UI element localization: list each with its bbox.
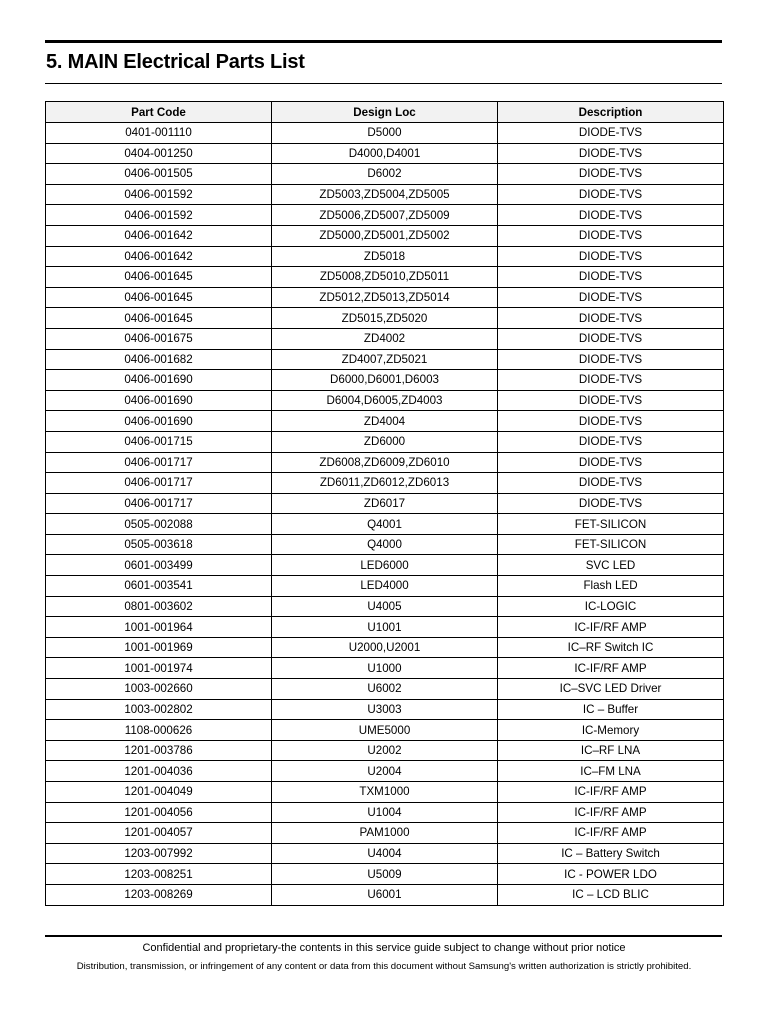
cell-design-loc: Q4000 [272, 534, 498, 555]
cell-part-code: 1203-007992 [46, 843, 272, 864]
cell-design-loc: U2004 [272, 761, 498, 782]
cell-description: FET-SILICON [498, 514, 724, 535]
cell-design-loc: LED4000 [272, 576, 498, 597]
cell-description: IC-IF/RF AMP [498, 782, 724, 803]
cell-description: IC - POWER LDO [498, 864, 724, 885]
cell-design-loc: U1004 [272, 802, 498, 823]
cell-part-code: 1003-002802 [46, 699, 272, 720]
cell-design-loc: ZD6000 [272, 431, 498, 452]
cell-design-loc: D6000,D6001,D6003 [272, 370, 498, 391]
cell-description: Flash LED [498, 576, 724, 597]
cell-description: DIODE-TVS [498, 225, 724, 246]
table-row [46, 164, 724, 185]
cell-description: IC-IF/RF AMP [498, 617, 724, 638]
cell-part-code: 1201-004036 [46, 761, 272, 782]
cell-description: DIODE-TVS [498, 349, 724, 370]
cell-design-loc: U6001 [272, 884, 498, 905]
cell-description: IC-IF/RF AMP [498, 658, 724, 679]
parts-table-body [46, 123, 724, 906]
cell-description: IC-LOGIC [498, 596, 724, 617]
cell-design-loc: ZD6008,ZD6009,ZD6010 [272, 452, 498, 473]
cell-description: IC – LCD BLIC [498, 884, 724, 905]
cell-part-code: 0406-001642 [46, 225, 272, 246]
cell-design-loc: U2000,U2001 [272, 637, 498, 658]
footer-confidential-notice: Confidential and proprietary-the contents in this service guide subject to change without prior notice [142, 942, 626, 954]
table-row [46, 184, 724, 205]
cell-design-loc: UME5000 [272, 720, 498, 741]
cell-description: DIODE-TVS [498, 370, 724, 391]
table-row [46, 740, 724, 761]
cell-part-code: 0406-001505 [46, 164, 272, 185]
cell-design-loc: ZD4004 [272, 411, 498, 432]
table-row [46, 246, 724, 267]
cell-part-code: 0406-001690 [46, 370, 272, 391]
table-row [46, 328, 724, 349]
table-row [46, 617, 724, 638]
table-row [46, 287, 724, 308]
cell-description: IC-IF/RF AMP [498, 823, 724, 844]
table-row [46, 390, 724, 411]
cell-description: IC – Buffer [498, 699, 724, 720]
table-row [46, 555, 724, 576]
cell-part-code: 1201-004057 [46, 823, 272, 844]
cell-description: FET-SILICON [498, 534, 724, 555]
cell-description: IC-Memory [498, 720, 724, 741]
cell-design-loc: U2002 [272, 740, 498, 761]
page-title: 5. MAIN Electrical Parts List [46, 51, 305, 73]
cell-part-code: 1003-002660 [46, 679, 272, 700]
cell-part-code: 0406-001717 [46, 473, 272, 494]
cell-description: IC–FM LNA [498, 761, 724, 782]
cell-description: DIODE-TVS [498, 328, 724, 349]
cell-design-loc: D5000 [272, 123, 498, 144]
cell-description: DIODE-TVS [498, 143, 724, 164]
cell-description: DIODE-TVS [498, 184, 724, 205]
table-row [46, 349, 724, 370]
cell-part-code: 0406-001675 [46, 328, 272, 349]
cell-part-code: 0406-001682 [46, 349, 272, 370]
cell-description: DIODE-TVS [498, 205, 724, 226]
cell-part-code: 1001-001969 [46, 637, 272, 658]
cell-part-code: 0401-001110 [46, 123, 272, 144]
cell-description: DIODE-TVS [498, 493, 724, 514]
cell-part-code: 0406-001592 [46, 205, 272, 226]
parts-table-header [46, 102, 724, 123]
cell-part-code: 1203-008251 [46, 864, 272, 885]
cell-part-code: 0505-002088 [46, 514, 272, 535]
cell-description: DIODE-TVS [498, 308, 724, 329]
cell-description: DIODE-TVS [498, 123, 724, 144]
table-row [46, 802, 724, 823]
cell-design-loc: ZD4002 [272, 328, 498, 349]
cell-description: DIODE-TVS [498, 411, 724, 432]
cell-design-loc: U1000 [272, 658, 498, 679]
cell-part-code: 0406-001715 [46, 431, 272, 452]
table-row [46, 699, 724, 720]
table-row [46, 864, 724, 885]
cell-part-code: 0406-001690 [46, 411, 272, 432]
cell-part-code: 1108-000626 [46, 720, 272, 741]
table-row [46, 843, 724, 864]
header-row [46, 102, 724, 123]
cell-design-loc: U3003 [272, 699, 498, 720]
cell-part-code: 1201-004049 [46, 782, 272, 803]
cell-design-loc: Q4001 [272, 514, 498, 535]
cell-part-code: 1201-003786 [46, 740, 272, 761]
top-rule [45, 40, 722, 43]
cell-description: DIODE-TVS [498, 287, 724, 308]
table-row [46, 411, 724, 432]
table-row [46, 473, 724, 494]
cell-design-loc: LED6000 [272, 555, 498, 576]
table-row [46, 493, 724, 514]
cell-description: IC-IF/RF AMP [498, 802, 724, 823]
cell-design-loc: D6004,D6005,ZD4003 [272, 390, 498, 411]
cell-part-code: 1001-001964 [46, 617, 272, 638]
cell-design-loc: ZD5006,ZD5007,ZD5009 [272, 205, 498, 226]
table-row [46, 679, 724, 700]
cell-description: DIODE-TVS [498, 473, 724, 494]
cell-part-code: 0406-001690 [46, 390, 272, 411]
cell-design-loc: D6002 [272, 164, 498, 185]
cell-description: IC – Battery Switch [498, 843, 724, 864]
cell-part-code: 0406-001717 [46, 452, 272, 473]
table-row [46, 514, 724, 535]
table-row [46, 225, 724, 246]
cell-design-loc: PAM1000 [272, 823, 498, 844]
cell-design-loc: ZD5003,ZD5004,ZD5005 [272, 184, 498, 205]
table-row [46, 370, 724, 391]
cell-description: DIODE-TVS [498, 390, 724, 411]
table-row [46, 637, 724, 658]
table-row [46, 308, 724, 329]
cell-part-code: 0406-001717 [46, 493, 272, 514]
cell-design-loc: U4004 [272, 843, 498, 864]
cell-design-loc: U5009 [272, 864, 498, 885]
cell-design-loc: ZD6011,ZD6012,ZD6013 [272, 473, 498, 494]
table-row [46, 884, 724, 905]
cell-description: SVC LED [498, 555, 724, 576]
cell-design-loc: TXM1000 [272, 782, 498, 803]
table-row [46, 452, 724, 473]
cell-part-code: 1201-004056 [46, 802, 272, 823]
cell-design-loc: ZD5000,ZD5001,ZD5002 [272, 225, 498, 246]
cell-part-code: 1203-008269 [46, 884, 272, 905]
cell-part-code: 0801-003602 [46, 596, 272, 617]
table-row [46, 143, 724, 164]
table-row [46, 782, 724, 803]
table-row [46, 431, 724, 452]
cell-part-code: 0406-001645 [46, 287, 272, 308]
parts-table [45, 101, 724, 906]
cell-part-code: 0601-003499 [46, 555, 272, 576]
table-row [46, 720, 724, 741]
cell-description: IC–SVC LED Driver [498, 679, 724, 700]
cell-part-code: 0404-001250 [46, 143, 272, 164]
table-row [46, 823, 724, 844]
cell-part-code: 0601-003541 [46, 576, 272, 597]
cell-description: DIODE-TVS [498, 246, 724, 267]
cell-part-code: 0406-001645 [46, 267, 272, 288]
column-header-part-code: Part Code [46, 102, 272, 123]
table-row [46, 534, 724, 555]
column-header-description: Description [498, 102, 724, 123]
column-header-design-loc: Design Loc [272, 102, 498, 123]
cell-description: DIODE-TVS [498, 452, 724, 473]
cell-part-code: 0406-001592 [46, 184, 272, 205]
table-row [46, 761, 724, 782]
cell-design-loc: ZD6017 [272, 493, 498, 514]
cell-description: DIODE-TVS [498, 267, 724, 288]
footer-distribution-notice: Distribution, transmission, or infringement of any content or data from this document without Samsung's written authorization is strictly prohibited. [76, 961, 692, 972]
cell-design-loc: ZD5008,ZD5010,ZD5011 [272, 267, 498, 288]
cell-description: IC–RF Switch IC [498, 637, 724, 658]
cell-part-code: 0406-001645 [46, 308, 272, 329]
cell-design-loc: ZD5015,ZD5020 [272, 308, 498, 329]
cell-design-loc: ZD5012,ZD5013,ZD5014 [272, 287, 498, 308]
cell-part-code: 0505-003618 [46, 534, 272, 555]
table-row [46, 576, 724, 597]
cell-design-loc: U4005 [272, 596, 498, 617]
table-row [46, 205, 724, 226]
table-row [46, 658, 724, 679]
title-underline [45, 83, 722, 84]
cell-description: DIODE-TVS [498, 164, 724, 185]
table-row [46, 267, 724, 288]
cell-description: IC–RF LNA [498, 740, 724, 761]
cell-design-loc: U1001 [272, 617, 498, 638]
table-row [46, 596, 724, 617]
table-row [46, 123, 724, 144]
cell-design-loc: ZD5018 [272, 246, 498, 267]
cell-description: DIODE-TVS [498, 431, 724, 452]
cell-part-code: 0406-001642 [46, 246, 272, 267]
cell-design-loc: D4000,D4001 [272, 143, 498, 164]
cell-design-loc: U6002 [272, 679, 498, 700]
footer-rule [45, 935, 722, 937]
cell-part-code: 1001-001974 [46, 658, 272, 679]
cell-design-loc: ZD4007,ZD5021 [272, 349, 498, 370]
